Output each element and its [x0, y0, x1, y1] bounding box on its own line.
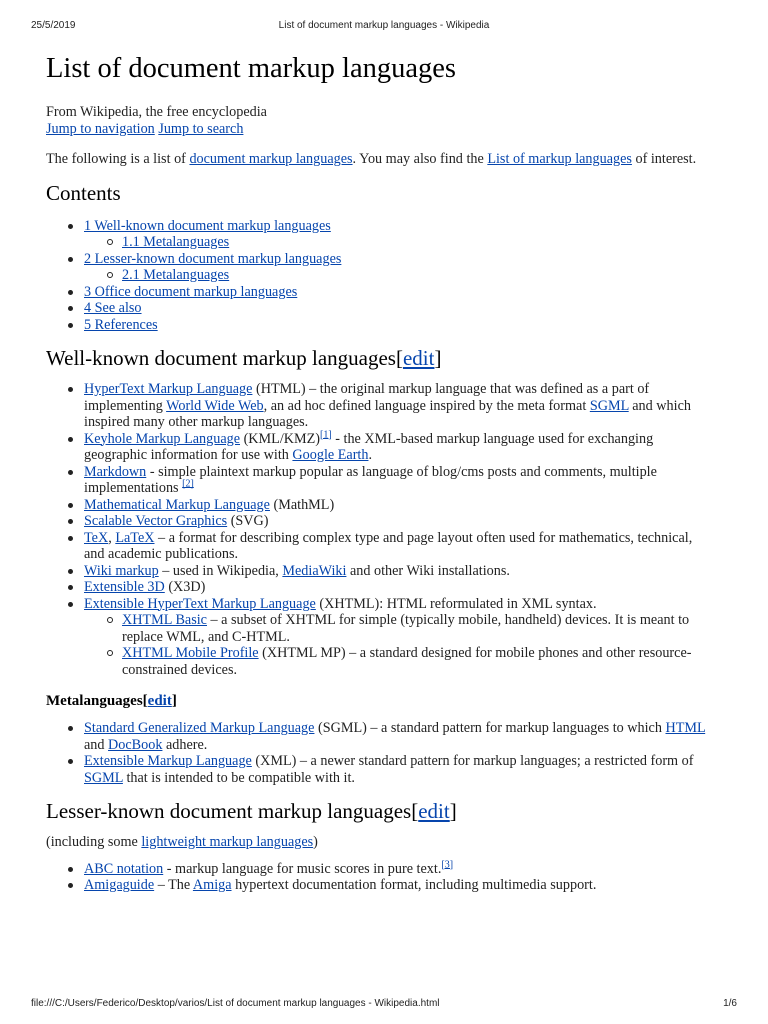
sgml-link[interactable]: SGML — [589, 397, 629, 414]
html-link[interactable]: HTML — [665, 720, 706, 736]
edit-link[interactable]: edit — [147, 693, 172, 709]
well-known-list — [46, 381, 716, 678]
jump-links — [46, 121, 716, 138]
amigaguide-link[interactable]: Amigaguide — [84, 877, 155, 893]
xhtml-sublist — [84, 612, 716, 678]
toc-item — [84, 251, 716, 284]
jump-to-search-link[interactable]: Jump to search — [158, 120, 244, 137]
x3d-link[interactable]: Extensible 3D — [84, 579, 165, 595]
toc-item — [84, 284, 716, 301]
subsection-heading-metalanguages: Metalanguages[edit] — [46, 693, 177, 709]
toc-link-5[interactable]: 5 References — [84, 316, 158, 333]
xhtml-link[interactable]: Extensible HyperText Markup Language — [84, 595, 316, 612]
lesser-known-list — [46, 858, 716, 894]
toc-link-1[interactable]: 1 Well-known document markup languages — [84, 217, 331, 234]
list-item: XHTML Basic – a subset of XHTML for simple (typically mobile, handheld) devices. It is meant to replace WML, and C-HTML. — [122, 612, 716, 645]
list-item: Amigaguide – The Amiga hypertext documentation format, including multimedia support. — [84, 877, 716, 894]
abc-notation-link[interactable]: ABC notation — [84, 860, 164, 877]
docbook-link[interactable]: DocBook — [108, 736, 163, 753]
edit-bracket: [ — [142, 693, 148, 709]
xml-link[interactable]: Extensible Markup Language — [84, 753, 252, 769]
jump-to-navigation-link[interactable]: Jump to navigation — [46, 120, 155, 137]
list-item: Wiki markup – used in Wikipedia, MediaWiki and other Wiki installations. — [84, 563, 716, 580]
toc-item — [122, 267, 716, 284]
page-number: 1/6 — [723, 998, 737, 1009]
list-item: ABC notation - markup language for music scores in pure text.[3] — [84, 861, 716, 878]
list-item: XHTML Mobile Profile (XHTML MP) – a standard designed for mobile phones and other resource-constrained devices. — [122, 645, 716, 678]
mediawiki-link[interactable]: MediaWiki — [282, 562, 347, 579]
edit-link[interactable]: edit — [402, 346, 435, 370]
edit-bracket: [ — [411, 799, 419, 823]
sgml-link[interactable]: SGML — [84, 769, 123, 786]
list-item: Standard Generalized Markup Language (SGML) – a standard pattern for markup languages to which HTML and DocBook adhere. — [84, 720, 716, 753]
list-item: Markdown - simple plaintext markup popular as language of blog/cms posts and comments, multiple implementations [2] — [84, 464, 716, 497]
list-item: Mathematical Markup Language (MathML) — [84, 497, 716, 514]
tex-link[interactable]: TeX — [84, 529, 109, 546]
toc-link-2-1[interactable]: 2.1 Metalanguages — [122, 267, 230, 283]
section-heading-well-known: Well-known document markup languages[edit] — [46, 346, 442, 370]
edit-bracket: ] — [434, 346, 442, 370]
edit-link[interactable]: edit — [418, 799, 450, 823]
section-heading-lesser-known: Lesser-known document markup languages[edit] — [46, 799, 457, 823]
toc-item — [84, 300, 716, 317]
toc-item — [84, 218, 716, 251]
file-path: file:///C:/Users/Federico/Desktop/varios/List of document markup languages - Wikipedia.html — [31, 998, 440, 1009]
print-date: 25/5/2019 — [31, 20, 76, 31]
xhtml-basic-link[interactable]: XHTML Basic — [122, 612, 207, 628]
markdown-link[interactable]: Markdown — [84, 463, 147, 480]
print-title: List of document markup languages - Wikipedia — [278, 20, 490, 31]
latex-link[interactable]: LaTeX — [115, 529, 155, 546]
edit-bracket: [ — [395, 346, 403, 370]
table-of-contents — [46, 218, 716, 334]
toc-item — [122, 234, 716, 251]
amiga-link[interactable]: Amiga — [192, 877, 232, 893]
reference-link-2[interactable]: [2] — [182, 478, 194, 490]
print-header — [31, 18, 737, 32]
reference-link-1[interactable]: [1] — [320, 428, 332, 440]
toc-link-3[interactable]: 3 Office document markup languages — [84, 283, 298, 300]
svg-link[interactable]: Scalable Vector Graphics — [84, 513, 228, 529]
lightweight-markup-languages-link[interactable]: lightweight markup languages — [141, 834, 314, 850]
html-link[interactable]: HyperText Markup Language — [84, 381, 253, 397]
print-footer — [31, 996, 737, 1010]
world-wide-web-link[interactable]: World Wide Web — [166, 397, 264, 414]
kml-link[interactable]: Keyhole Markup Language — [84, 430, 241, 447]
metalanguages-list — [46, 720, 716, 786]
list-item: Extensible Markup Language (XML) – a newer standard pattern for markup languages; a restricted form of SGML that is intended to be compatible with it. — [84, 753, 716, 786]
list-item: Extensible HyperText Markup Language (XHTML): HTML reformulated in XML syntax. XHTML Basic – a subset of XHTML for simple (typically mobile, handheld) devices. It is meant to replace WML, and C-HTML. XHTML Mobile Profile (XHTML MP) – a standard designed for mobile phones and other resource-constrained devices. — [84, 596, 716, 679]
wiki-markup-link[interactable]: Wiki markup — [84, 562, 159, 579]
intro-paragraph: The following is a list of document markup languages. You may also find the List of markup languages of interest. — [46, 151, 697, 167]
tagline: From Wikipedia, the free encyclopedia — [46, 104, 267, 120]
edit-bracket: ] — [171, 693, 177, 709]
toc-link-2[interactable]: 2 Lesser-known document markup languages — [84, 250, 342, 267]
xhtml-mobile-profile-link[interactable]: XHTML Mobile Profile — [122, 645, 259, 661]
article — [46, 52, 716, 906]
lesser-known-note: (including some lightweight markup languages) — [46, 834, 318, 850]
toc-sublist — [84, 234, 716, 251]
sgml-full-link[interactable]: Standard Generalized Markup Language — [84, 720, 315, 736]
list-item: TeX, LaTeX – a format for describing complex type and page layout often used for mathematics, technical, and academic publications. — [84, 530, 716, 563]
mathml-link[interactable]: Mathematical Markup Language — [84, 496, 270, 513]
page-title: List of document markup languages — [46, 53, 456, 84]
reference-link-3[interactable]: [3] — [441, 858, 454, 870]
toc-link-4[interactable]: 4 See also — [84, 300, 142, 316]
toc-sublist — [84, 267, 716, 284]
list-item: Extensible 3D (X3D) — [84, 579, 716, 596]
toc-link-1-1[interactable]: 1.1 Metalanguages — [122, 234, 230, 250]
list-of-markup-languages-link[interactable]: List of markup languages — [487, 151, 632, 167]
list-item: Keyhole Markup Language (KML/KMZ)[1] - the XML-based markup language used for exchanging geographic information for use with Google Earth. — [84, 431, 716, 464]
google-earth-link[interactable]: Google Earth — [292, 447, 369, 463]
contents-heading: Contents — [46, 180, 121, 205]
list-item: Scalable Vector Graphics (SVG) — [84, 513, 716, 530]
toc-item — [84, 317, 716, 334]
edit-bracket: ] — [449, 799, 457, 823]
document-markup-languages-link[interactable]: document markup languages — [189, 151, 353, 167]
list-item: HyperText Markup Language (HTML) – the original markup language that was defined as a part of implementing World Wide Web, an ad hoc defined language inspired by the meta format SGML and which inspired many other markup languages. — [84, 381, 716, 431]
